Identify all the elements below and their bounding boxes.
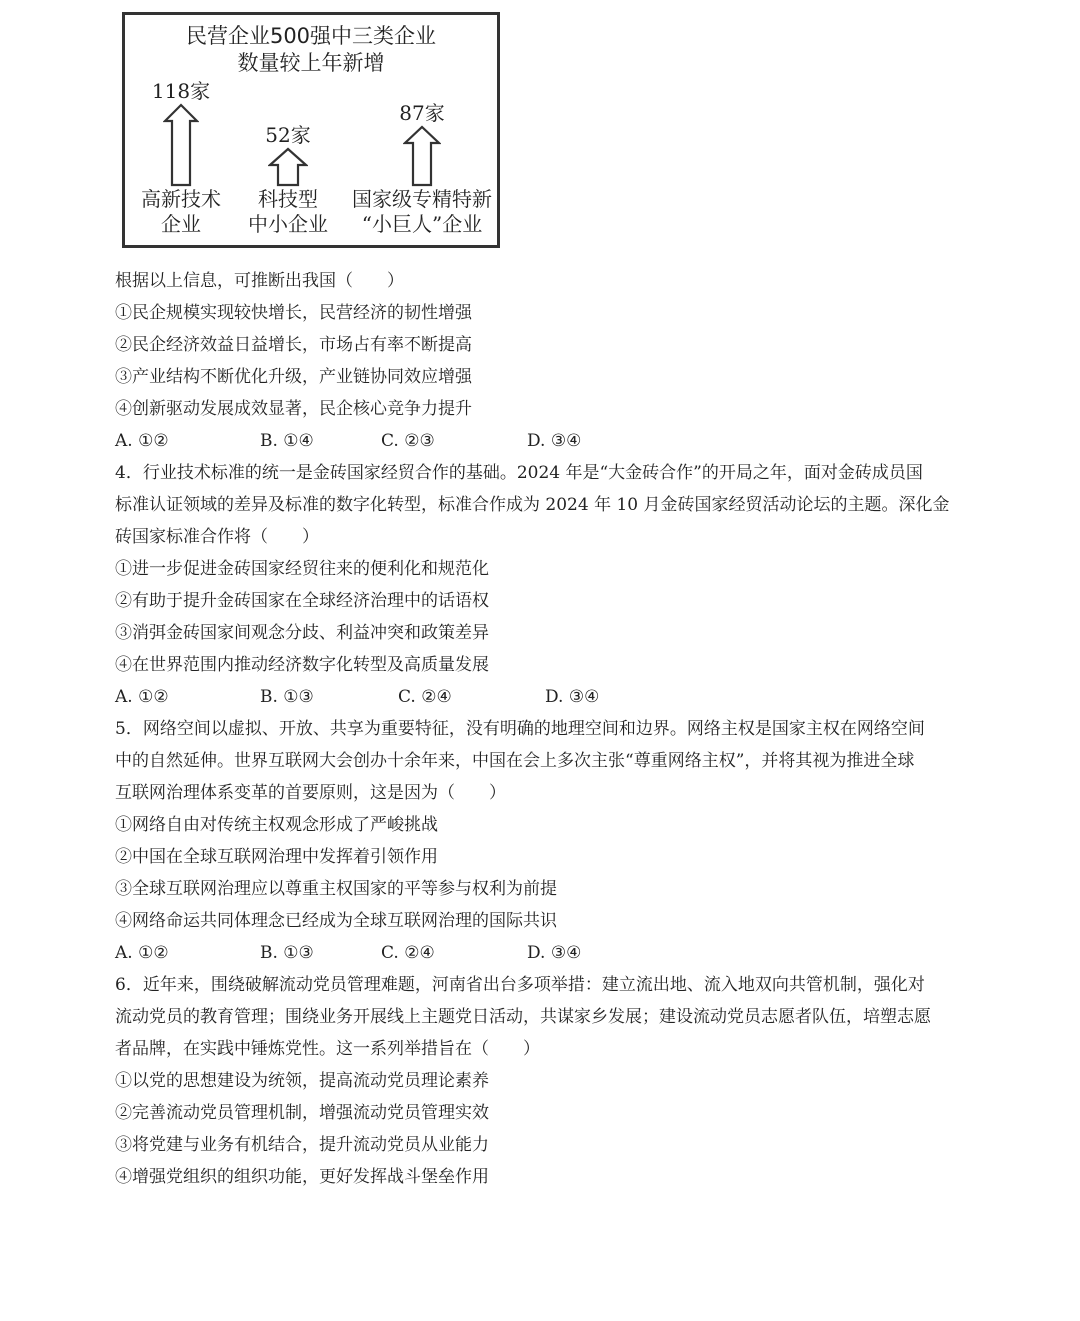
q5-choice-c: C. ②④: [381, 943, 435, 963]
q4-option-1: ①进一步促进金砖国家经贸往来的便利化和规范化: [115, 559, 489, 579]
q4-stem-line2: 标准认证领域的差异及标准的数字化转型，标准合作成为 2024 年 10 月金砖国家经贸活动论坛的主题。深化金: [115, 495, 950, 515]
q6-stem-line2: 流动党员的教育管理；围绕业务开展线上主题党日活动，共谋家乡发展；建设流动党员志愿者队伍，培塑志愿: [115, 1007, 931, 1027]
count-little-giant: 87家: [399, 101, 445, 125]
q3-option-1: ①民企规模实现较快增长，民营经济的韧性增强: [115, 303, 472, 323]
figure-title: [125, 23, 497, 77]
q5-option-4: ④网络命运共同体理念已经成为全球互联网治理的国际共识: [115, 911, 557, 931]
q3-option-2: ②民企经济效益日益增长，市场占有率不断提高: [115, 335, 472, 355]
q5-option-3: ③全球互联网治理应以尊重主权国家的平等参与权利为前提: [115, 879, 557, 899]
figure-item-little-giant: [347, 101, 497, 237]
figure-item-tech-sme: [238, 123, 338, 237]
label-little-giant: 国家级专精特新 “小巨人”企业: [352, 187, 492, 236]
q3-option-3: ③产业结构不断优化升级，产业链协同效应增强: [115, 367, 472, 387]
label-tech-sme: 科技型 中小企业: [248, 187, 328, 236]
q3-stem: 根据以上信息，可推断出我国（ ）: [115, 271, 404, 291]
q4-choice-b: B. ①③: [260, 687, 314, 707]
q5-stem-line2: 中的自然延伸。世界互联网大会创办十余年来，中国在会上多次主张“尊重网络主权”，并将其视为推进全球: [115, 751, 915, 771]
q5-stem-line1: 5．网络空间以虚拟、开放、共享为重要特征，没有明确的地理空间和边界。网络主权是国家主权在网络空间: [115, 719, 925, 739]
q4-option-2: ②有助于提升金砖国家在全球经济治理中的话语权: [115, 591, 489, 611]
figure-title-line1: 民营企业500强中三类企业: [185, 24, 437, 48]
q5-option-1: ①网络自由对传统主权观念形成了严峻挑战: [115, 815, 438, 835]
q4-choice-d: D. ③④: [545, 687, 600, 707]
q4-choice-c: C. ②④: [398, 687, 452, 707]
q4-stem-line3: 砖国家标准合作将（ ）: [115, 527, 319, 547]
figure-item-high-tech: [133, 79, 229, 237]
up-arrow-icon: [403, 125, 441, 187]
q3-option-4: ④创新驱动发展成效显著，民企核心竞争力提升: [115, 399, 472, 419]
figure-title-line2: 数量较上年新增: [237, 51, 385, 75]
q5-choice-a: A. ①②: [115, 943, 169, 963]
up-arrow-icon: [268, 147, 308, 187]
q5-option-2: ②中国在全球互联网治理中发挥着引领作用: [115, 847, 438, 867]
q3-choice-d: D. ③④: [527, 431, 582, 451]
q4-choice-a: A. ①②: [115, 687, 169, 707]
q4-stem-line1: 4．行业技术标准的统一是金砖国家经贸合作的基础。2024 年是“大金砖合作”的开局之年，面对金砖成员国: [115, 463, 923, 483]
count-high-tech: 118家: [151, 79, 211, 103]
count-tech-sme: 52家: [265, 123, 311, 147]
q5-stem-line3: 互联网治理体系变革的首要原则，这是因为（ ）: [115, 783, 506, 803]
q4-option-3: ③消弭金砖国家间观念分歧、利益冲突和政策差异: [115, 623, 489, 643]
q3-choice-b: B. ①④: [260, 431, 314, 451]
q3-choice-c: C. ②③: [381, 431, 435, 451]
q6-option-2: ②完善流动党员管理机制，增强流动党员管理实效: [115, 1103, 489, 1123]
q6-option-4: ④增强党组织的组织功能，更好发挥战斗堡垒作用: [115, 1167, 489, 1187]
q4-option-4: ④在世界范围内推动经济数字化转型及高质量发展: [115, 655, 489, 675]
up-arrow-icon: [163, 103, 199, 187]
q6-stem-line1: 6．近年来，围绕破解流动党员管理难题，河南省出台多项举措：建立流出地、流入地双向共管机制，强化对: [115, 975, 925, 995]
q3-choice-a: A. ①②: [115, 431, 169, 451]
q6-option-3: ③将党建与业务有机结合，提升流动党员从业能力: [115, 1135, 489, 1155]
q5-choice-b: B. ①③: [260, 943, 314, 963]
q6-stem-line3: 者品牌，在实践中锤炼党性。这一系列举措旨在（ ）: [115, 1039, 540, 1059]
label-high-tech: 高新技术 企业: [141, 187, 221, 236]
private-enterprise-figure: [122, 12, 500, 248]
q5-choice-d: D. ③④: [527, 943, 582, 963]
q6-option-1: ①以党的思想建设为统领，提高流动党员理论素养: [115, 1071, 489, 1091]
